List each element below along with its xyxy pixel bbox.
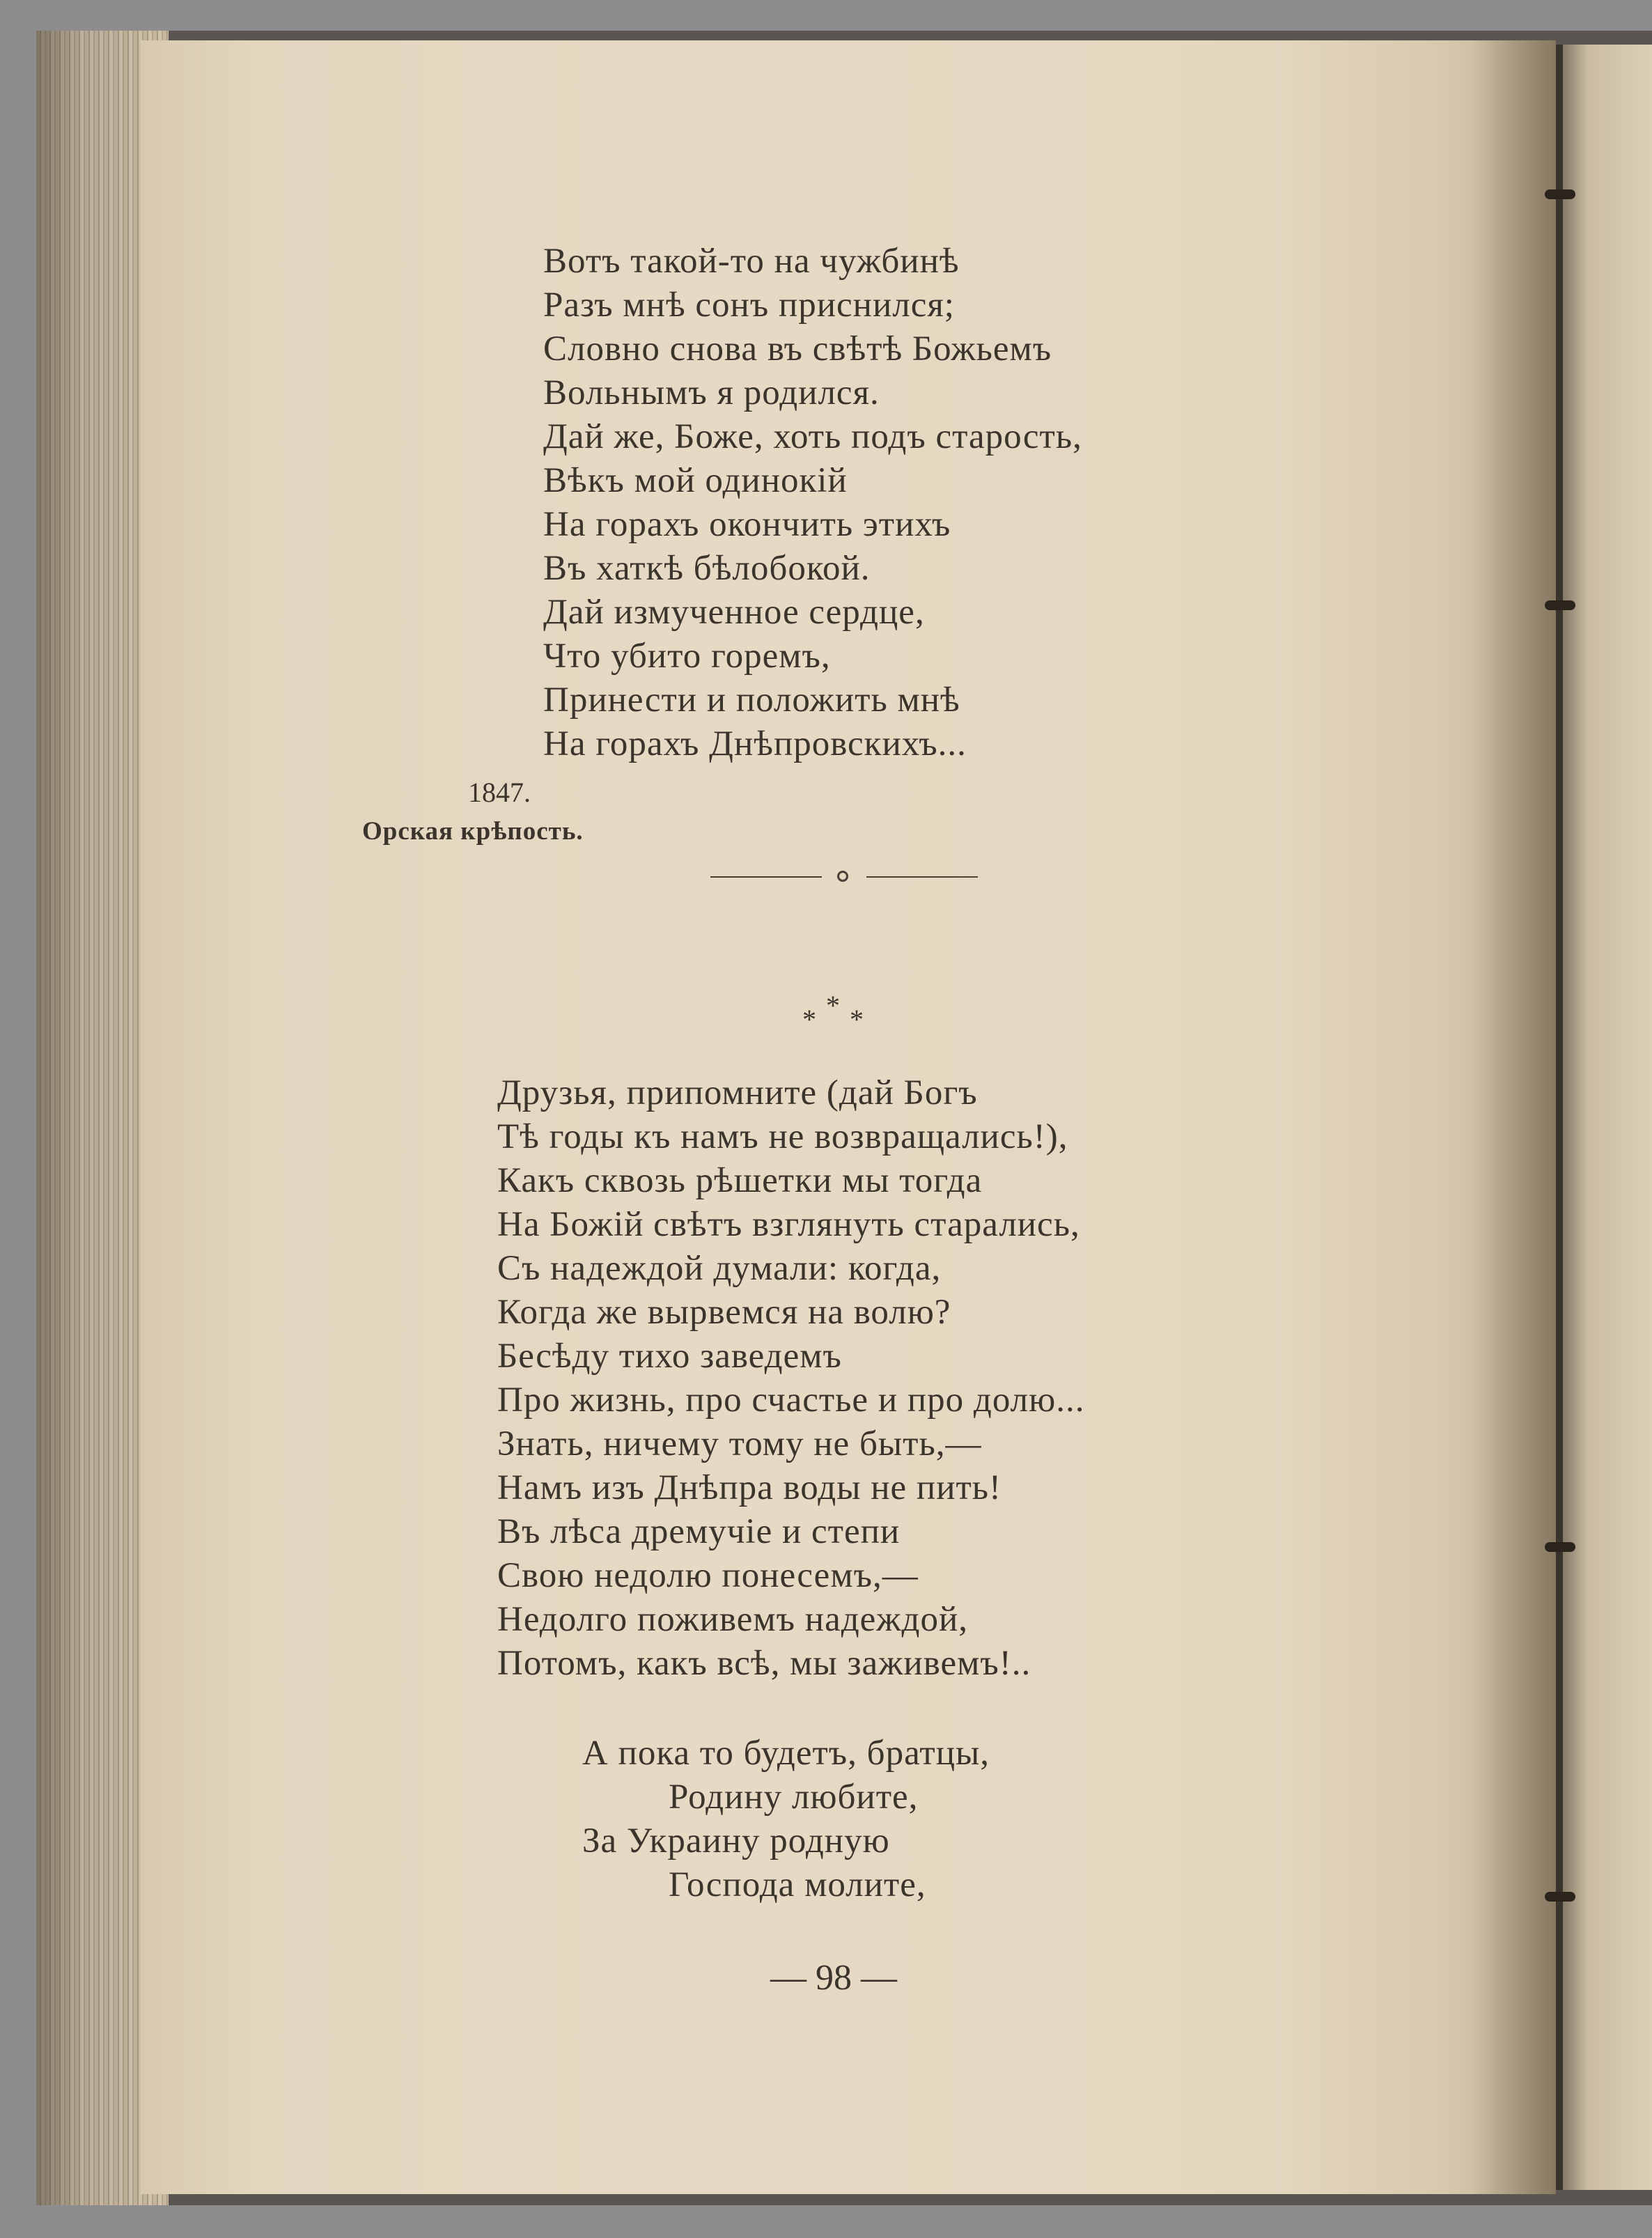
poem-line: Вольнымъ я родился. [543, 373, 880, 412]
poem-line: На горахъ окончить этихъ [543, 505, 951, 544]
next-page-edge [1560, 45, 1652, 2190]
poem-line: Господа молите, [669, 1865, 926, 1904]
poem-line: Друзья, припомните (дай Богъ [497, 1073, 978, 1112]
poem-line: Какъ сквозь рѣшетки мы тогда [497, 1161, 983, 1200]
poem-continuation-stanza [543, 240, 1082, 766]
poem-line: Въ хаткѣ бѣлобокой. [543, 549, 871, 588]
asterism-star: * [802, 1004, 816, 1035]
poem-line: Съ надеждой думали: когда, [497, 1249, 942, 1288]
poem-line: Недолго поживемъ надеждой, [497, 1600, 969, 1639]
poem-line: Про жизнь, про счастье и про долю... [497, 1381, 1085, 1420]
binding-thread-icon [1545, 1892, 1575, 1902]
poem-line: Когда же вырвемся на волю? [497, 1293, 951, 1332]
asterism-star: * [850, 1004, 864, 1035]
asterism-icon [794, 989, 878, 1038]
poem-line: Принести и положить мнѣ [543, 681, 960, 720]
poem-line: Вѣкъ мой одинокій [543, 461, 848, 500]
poem-line: Знать, ничему тому не быть,— [497, 1424, 982, 1463]
divider-rule-right [866, 876, 978, 878]
poem-line: На горахъ Днѣпровскихъ... [543, 724, 967, 763]
divider-ring [837, 871, 848, 882]
page-gutter-shadow [1472, 40, 1556, 2194]
poem-line: Словно снова въ свѣтѣ Божьемъ [543, 329, 1052, 368]
poem-line: Родину любите, [669, 1778, 919, 1817]
asterism-star: * [826, 990, 840, 1021]
poem-line: Намъ изъ Днѣпра воды не пить! [497, 1468, 1002, 1507]
binding-thread-icon [1545, 1542, 1575, 1552]
ring-divider-icon [710, 867, 978, 887]
divider-rule-left [710, 876, 822, 878]
poem-line: Дай измученное сердце, [543, 593, 925, 632]
poem-line: Бесѣду тихо заведемъ [497, 1337, 842, 1376]
poem-line: Тѣ годы къ намъ не возвращались!), [497, 1117, 1068, 1156]
poem-line: А пока то будетъ, братцы, [582, 1734, 990, 1773]
poem-place: Орская крѣпость. [362, 817, 584, 846]
poem-closing-stanza [582, 1732, 990, 1907]
page-number: — 98 — [770, 1958, 897, 1998]
binding-thread-icon [1545, 189, 1575, 199]
poem-line: Потомъ, какъ всѣ, мы заживемъ!.. [497, 1644, 1031, 1683]
poem-line: Въ лѣса дремучіе и степи [497, 1512, 901, 1551]
poem-line: Что убито горемъ, [543, 637, 831, 676]
poem-line: На Божій свѣтъ взглянуть старались, [497, 1205, 1080, 1244]
poem-line: Вотъ такой-то на чужбинѣ [543, 242, 960, 281]
poem-line: Дай же, Боже, хоть подъ старость, [543, 417, 1082, 456]
binding-thread-icon [1545, 600, 1575, 610]
poem-line: Разъ мнѣ сонъ приснился; [543, 286, 955, 325]
poem-year: 1847. [468, 777, 531, 808]
poem-line: Свою недолю понесемъ,— [497, 1556, 919, 1595]
poem-new-stanza [497, 1071, 1084, 1686]
poem-line: За Украину родную [582, 1821, 890, 1860]
